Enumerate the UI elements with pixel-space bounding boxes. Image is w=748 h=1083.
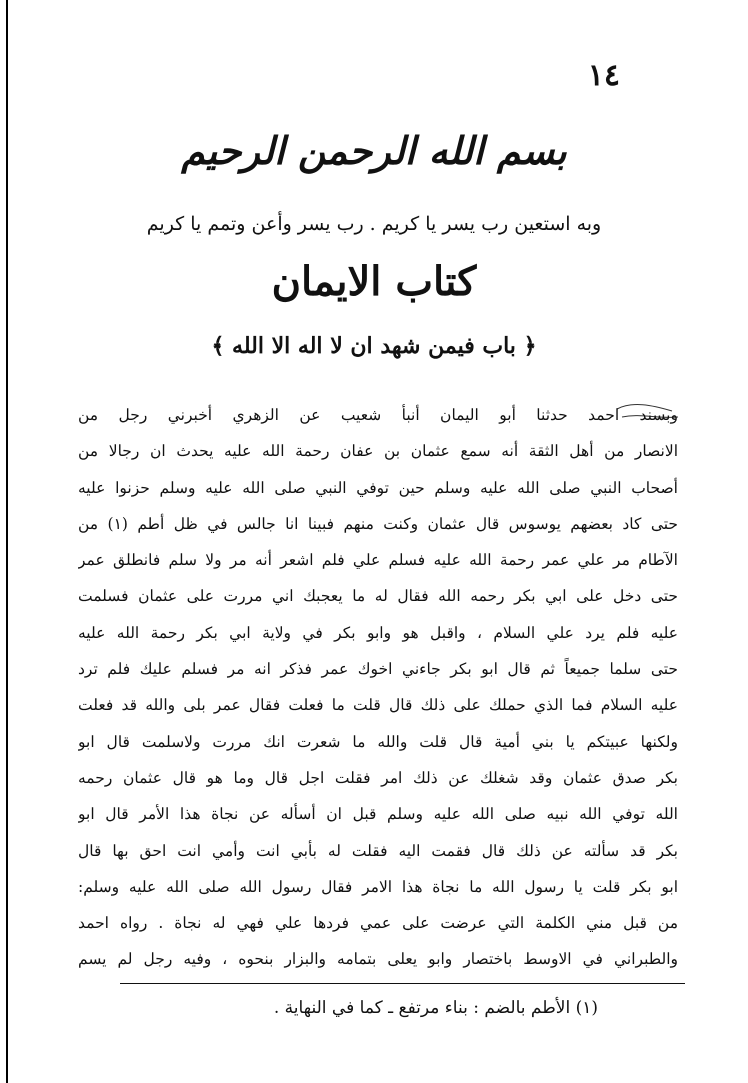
body-line: الانصار من أهل الثقة أنه سمع عثمان بن عفان رحمة الله عليه يحدث ان رجالا من <box>78 442 678 461</box>
hadith-body-text <box>78 397 678 978</box>
body-line: عليه السلام فما الذي حملك على ذلك قال قلت ما فعلت فقال عمر بلى والله قد فعلت <box>78 696 678 715</box>
body-line: الله توفي الله نبيه صلى الله عليه وسلم قبل ان أسأله عن نجاة هذا الأمر قال ابو <box>78 805 678 824</box>
body-line: الآطام مر علي عمر رحمة الله عليه فسلم علي فلم اشعر أنه مر ولا سلم فانطلق عمر <box>78 551 678 570</box>
body-line: عليه فلم يرد علي السلام ، واقبل هو وابو بكر في ولاية ابي بكر رحمة الله عليه <box>78 623 678 642</box>
body-line: بكر قد سألته عن ذلك قال فقمت اليه فقلت له بأبي انت وأمي انت احق بها قال <box>78 841 678 860</box>
invocation-line: وبه استعين رب يسر يا كريم . رب يسر وأعن وتمم يا كريم <box>146 213 602 235</box>
body-line: من قبل مني الكلمة التي عرضت على عمي فردها علي فهي له نجاة . رواه احمد <box>78 914 678 933</box>
body-line: والطبراني في الاوسط باختصار وابو يعلى بتمامه والبزار بنحوه ، وفيه رجل لم يسم <box>78 950 678 969</box>
footnote: (١) الأطم بالضم : بناء مرتفع ـ كما في النهاية . <box>273 998 598 1018</box>
page-number: ١٤ <box>587 58 620 93</box>
basmala-calligraphy: بسم الله الرحمن الرحيم <box>181 128 567 173</box>
body-line: حتى سلما جميعاً ثم قال ابو بكر جاءني اخوك عمر فذكر انه مر فسلم عليك فلم ترد <box>78 660 678 679</box>
chapter-heading: ﴿ باب فيمن شهد ان لا اله الا الله ﴾ <box>211 333 537 359</box>
body-line: حتى كاد بعضهم يوسوس قال عثمان وكنت منهم فبينا انا جالس في ظل أطم (١) من <box>78 514 678 533</box>
book-title: كتاب الايمان <box>271 258 477 305</box>
body-line: بكر صدق عثمان وقد شغلك عن ذلك امر فقلت اجل قال وما هو قال عثمان رحمه <box>78 768 678 787</box>
body-line: أصحاب النبي صلى الله عليه وسلم حين توفي النبي صلى الله عليه وسلم حزنوا عليه <box>78 478 678 497</box>
body-line: ابو بكر قلت يا رسول الله ما نجاة هذا الامر فقال رسول الله صلى الله عليه وسلم: <box>78 877 678 896</box>
footnote-divider <box>120 983 685 984</box>
body-line: حتى دخل على ابي بكر رحمه الله فقال له ما يعجبك اني مررت على عثمان فسلمت <box>78 587 678 606</box>
body-line: وبسند احمد حدثنا أبو اليمان أنبأ شعيب عن الزهري أخبرني رجل من <box>78 406 678 424</box>
body-line: ولكنها عبيتكم يا بني أمية قال قلت والله ما شعرت انك مررت ولاسلمت قال ابو <box>78 732 678 751</box>
